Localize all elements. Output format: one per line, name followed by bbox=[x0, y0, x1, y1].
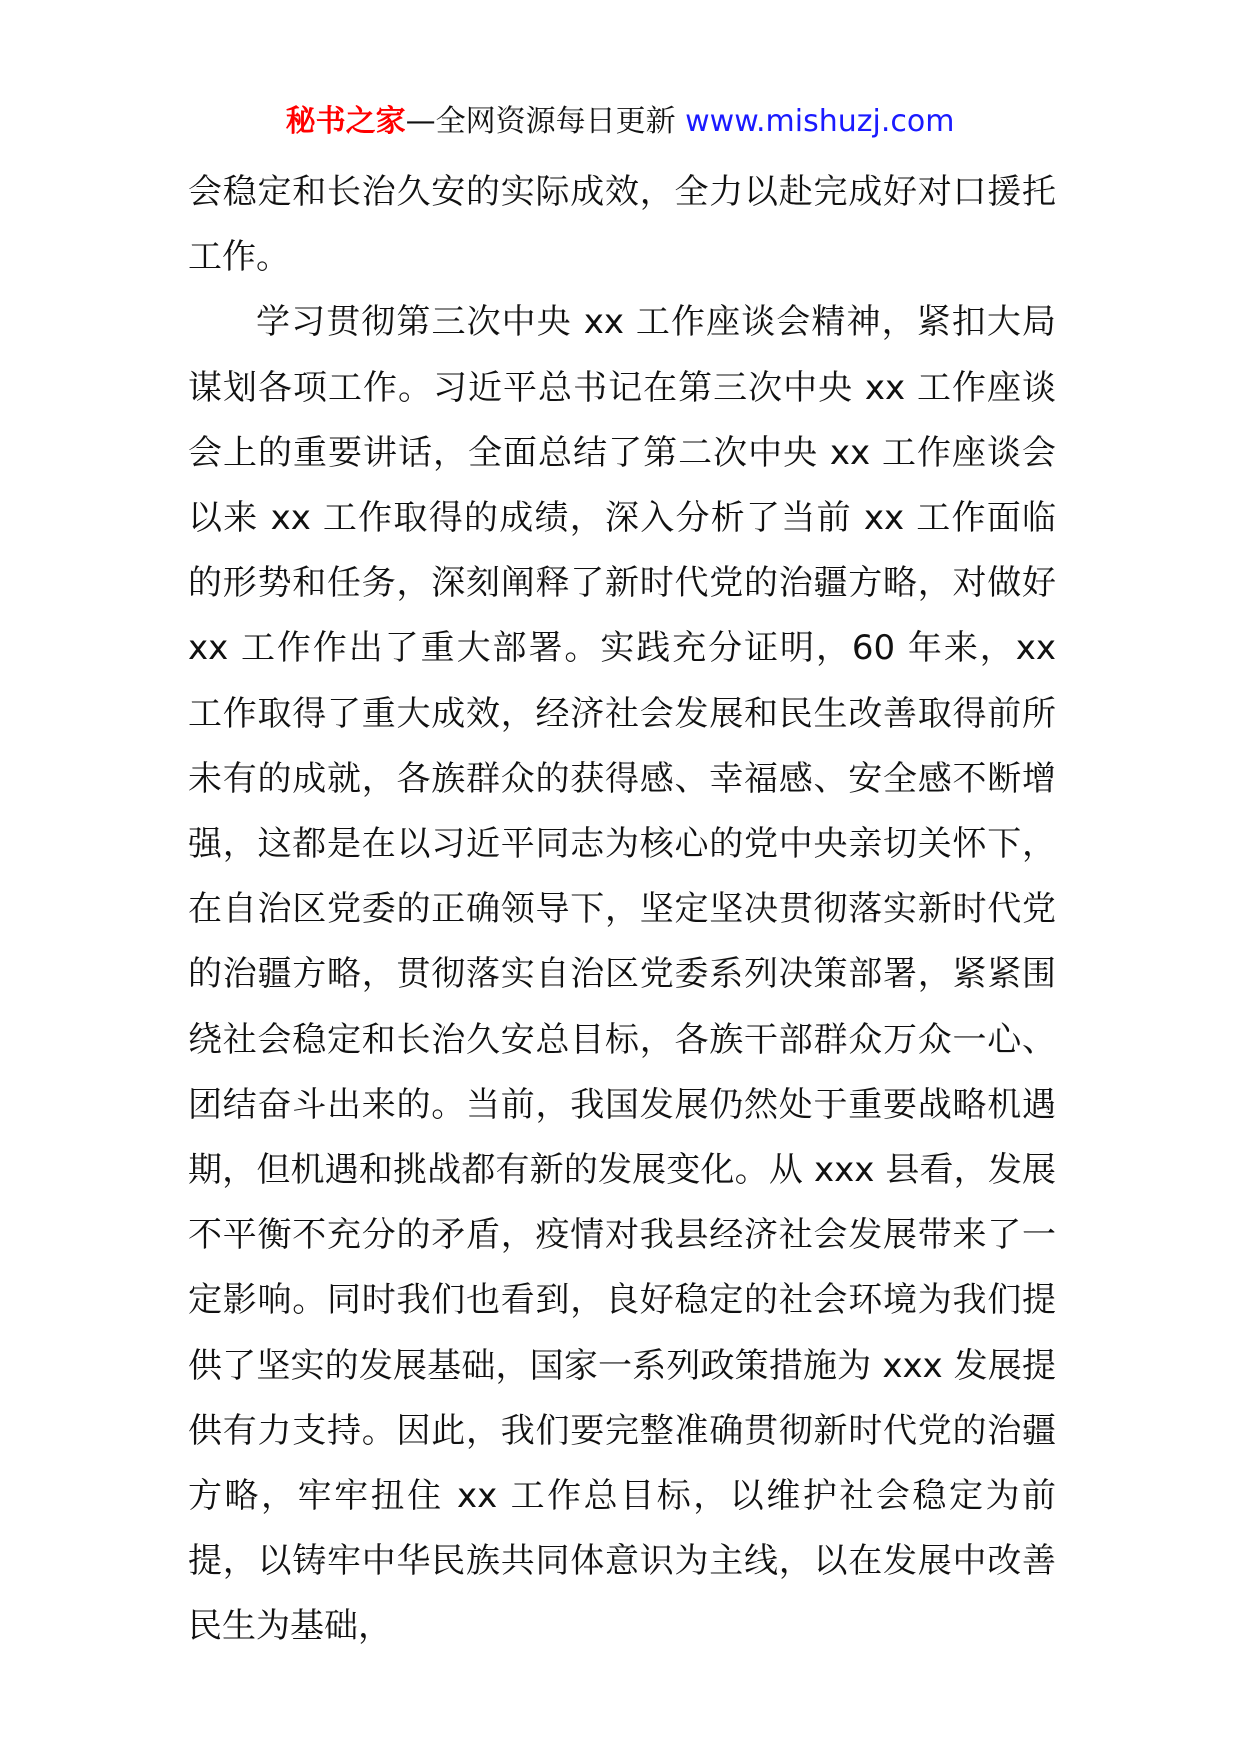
paragraph: 学习贯彻第三次中央 xx 工作座谈会精神，紧扣大局谋划各项工作。习近平总书记在第三次中央 xx 工作座谈会上的重要讲话，全面总结了第二次中央 xx 工作座谈会以来 xx 工作取得的成绩，深入分析了当前 xx 工作面临的形势和任务，深刻阐释了新时代党的治疆方略，对做好 xx 工作作出了重大部署。实践充分证明，60 年来，xx 工作取得了重大成效，经济社会发展和民生改善取得前所未有的成就，各族群众的获得感、幸福感、安全感不断增强，这都是在以习近平同志为核心的党中央亲切关怀下，在自治区党委的正确领导下，坚定坚决贯彻落实新时代党的治疆方略，贯彻落实自治区党委系列决策部署，紧紧围绕社会稳定和长治久安总目标，各族干部群众万众一心、团结奋斗出来的。当前，我国发展仍然处于重要战略机遇期，但机遇和挑战都有新的发展变化。从 xxx 县看，发展不平衡不充分的矛盾，疫情对我县经济社会发展带来了一定影响。同时我们也看到，良好稳定的社会环境为我们提供了坚实的发展基础，国家一系列政策措施为 xxx 发展提供有力支持。因此，我们要完整准确贯彻新时代党的治疆方略，牢牢扭住 xx 工作总目标，以维护社会稳定为前提，以铸牢中华民族共同体意识为主线，以在发展中改善民生为基础， bbox=[188, 302, 1056, 1647]
paragraph-continued: 会稳定和长治久安的实际成效，全力以赴完成好对口援托工作。 bbox=[188, 172, 1056, 278]
document-body bbox=[188, 160, 1056, 1660]
website-link[interactable]: www.mishuzj.com bbox=[685, 104, 955, 139]
header-tagline: —全网资源每日更新 bbox=[405, 104, 686, 139]
page-header bbox=[0, 102, 1240, 142]
brand-name: 秘书之家 bbox=[285, 104, 406, 139]
